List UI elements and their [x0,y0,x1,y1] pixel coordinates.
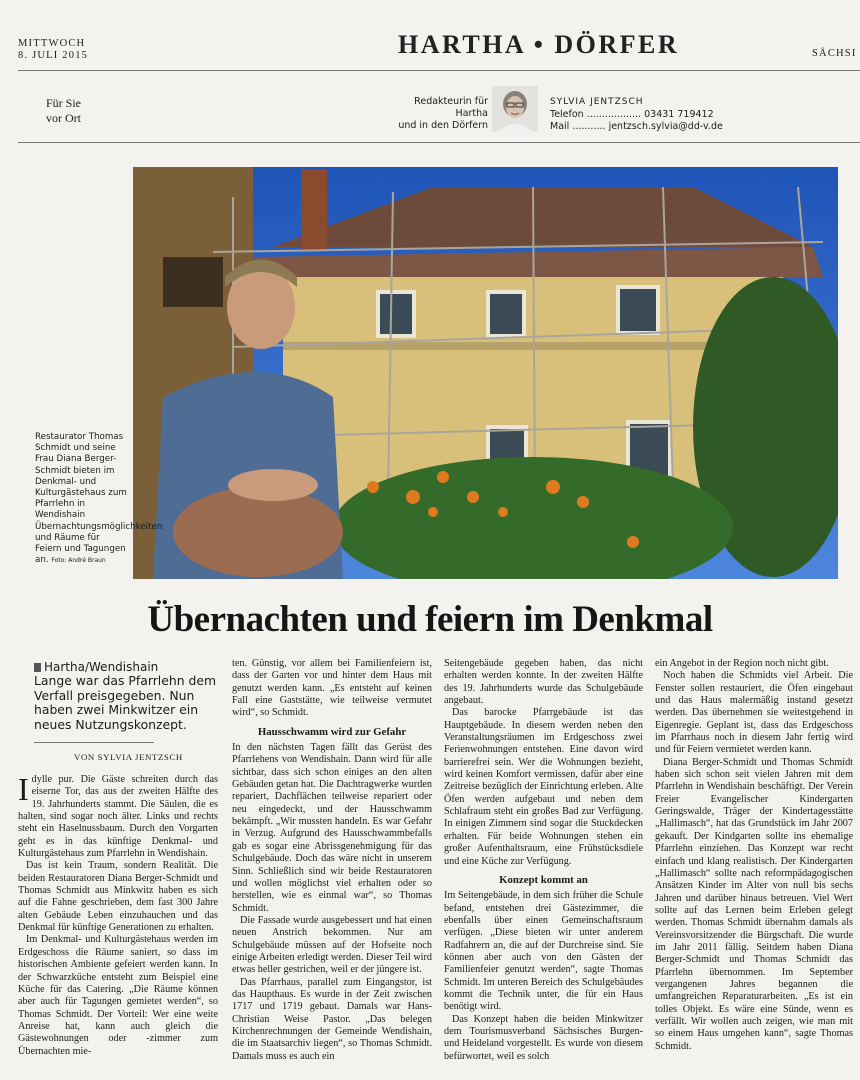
article-column-1 [18,771,218,1058]
subheading: Hausschwamm wird zur Gefahr [257,725,407,738]
paragraph-text: dylle pur. Die Gäste schreiten durch das eiserne Tor, das aus der zweiten Hälfte des 19. Jahrhunderts stammt. Die Säulen, die es halten, sind sogar noch älter. Links und rechts steht ein Haselnussbaum. Durch den Vorgarten geht es in das künftige Denkmal- und Kulturgästehaus zum Pfarrlehn in Wendishain. [18,774,218,860]
lead-rule [34,742,154,743]
editor-portrait [492,86,538,132]
paragraph: ten. Günstig, vor allem bei Familienfeiern ist, dass der Garten vor und hinter dem Haus mit genutzt werden kann. „Es entsteht auf keinen Fall eine Gaststätte, wie teilweise vermutet wird“, so Schmidt. [232,658,432,719]
for-you-label [46,96,81,126]
for-you-line2: vor Ort [46,111,81,125]
issue-date [18,38,88,62]
caption-text: Restaurator Thomas Schmidt und seine Frau Diana Berger-Schmidt bieten im Denkmal- und Kulturgästehaus zum Pfarrlehn in Wendishain Übernachtungsmöglichkeiten und Räume für Feiern und Tagungen an. [35,432,163,566]
for-you-line1: Für Sie [46,96,82,110]
paragraph: In den nächsten Tagen fällt das Gerüst des Pfarrlehens von Wendishain. Dann wird für alle sichtbar, dass sich schon einiges an den alten Gebäuden getan hat. Die Dachtragwerke wurden repariert, Dachflächen teilweise repariert oder neu eingedeckt, und der Hausschwamm bekämpft. „Wir mussten handeln. Es war Gefahr in Verzug. Aufgrund des Hausschwammbefalls gab es sogar eine Abrissgenehmigung für das Schulgebäude. Doch das wäre nicht in unserem Sinn. Schließlich sind wir beide Restauratoren und wollen möglichst viel erhalten oder so herstellen, wie es einmal war“, so Thomas Schmidt. [232,742,432,914]
paragraph: Das barocke Pfarrgebäude ist das Hauptgebäude. In diesem werden neben den Veranstaltungsräumen im Erdgeschoss zwei Ferienwohnungen entstehen. Eine davon wird barrierefrei sein. Wer die Wohnungen bezieht, wird keinen Komfort vermissen, dafür aber eine Zeitreise bezüglich der Einrichtung erleben. Alte Öfen werden aufgebaut und neben dem Schlafraum steht ein großes Bad zur Verfügung. In einigen Zimmern sind sogar die Stuckdecken erhalten. Für beide Wohnungen stehen ein großer Aufenthaltsraum, eine Frühstücksdiele und eine Küche zur Verfügung. [444,707,643,867]
teaser-text: Lange war das Pfarrlehn dem Verfall preisgegeben. Nun haben zwei Minkwitzer ein neues Nutzungskonzept. [34,673,217,732]
article-photo [133,167,838,579]
paragraph: ein Angebot in der Region noch nicht gibt. [655,658,829,669]
paragraph: Im Denkmal- und Kulturgästehaus werden im Erdgeschoss die Räume saniert, so dass im historischen Ambiente gefeiert werden kann. In der Schwarzküche entsteht zum Beispiel eine Küche für das Catering. „Die Räume können aber auch für Tagungen gemietet werden“, so Thomas Schmidt. Der Vorteil: Wer eine weite Anreise hat, kann auch gleich die Gästewohnungen oder -zimmer zum Übernachten mie- [18,934,218,1057]
paragraph: Das ist kein Traum, sondern Realität. Die beiden Restauratoren Diana Berger-Schmidt und Thomas Schmidt aus Minkwitz haben es sich auf die Fahne geschrieben, dem fast 300 Jahre alten Gebäude Leben einzuhauchen und das Denkmal für künftige Generationen zu erhalten. [18,860,218,934]
paragraph: Im Seitengebäude, in dem sich früher die Schule befand, entstehen drei Gästezimmer, die ebenfalls über einen Gemeinschaftsraum verfügen. „Diese bieten wir unter anderem Radfahrern an, die auf der Durchreise sind. Sie können aber auch von den Gästen der Familienfeier genutzt werden“, sagte Thomas Schmidt. Im unteren Bereich des Schulgebäudes kommt die Technik unter, die für ein Haus benötigt wird. [444,890,643,1013]
mail-line [550,121,723,134]
article-lead [34,660,224,753]
editor-role-line1: Redakteurin für Hartha [414,96,488,119]
paragraph: Das Pfarrhaus, parallel zum Eingangstor, ist das Haupthaus. Es wurde in der Zeit zwischen 1717 und 1719 gebaut. Damals war Hans-Christian Weise Pastor. „Das belegen Kirchenrechnungen der Gemeinde Wendishain, die im Staatsarchiv liegen“, so Thomas Schmidt. Damals muss es auch ein [232,976,432,1062]
region-label: SÄCHSI [812,48,857,59]
drop-cap: I [18,771,29,807]
paragraph: Noch haben die Schmidts viel Arbeit. Die Fenster sollen restauriert, die Öfen eingebaut und das Haus malermäßig instand gesetzt werden. Das übernehmen sie weitestgehend in Eigenregie. Geplant ist, dass das Erdgeschoss im Pfarrhaus noch in diesem Jahr fertig wird und für Feiern vermietet werden kann. [655,670,853,756]
header-bottom-rule [18,142,860,143]
photo-caption [35,432,163,566]
top-rule [18,70,860,71]
paragraph: Die Fassade wurde ausgebessert und hat einen neuen Anstrich bekommen. Nur am Schulgebäude müssen auf der Hofseite noch einige Arbeiten erledigt werden. Dieser Teil wird etwas heller gestrichen, weil er der jüngere ist. [232,914,432,976]
editor-role-line2: und in den Dörfern [398,120,488,131]
mail-label: Mail ........... [550,121,606,132]
paragraph: Das Konzept haben die beiden Minkwitzer dem Tourismusverband Sächsisches Burgen- und Heideland vorgestellt. Es wurde von diesem befürwortet, weil es solch [444,1013,643,1062]
phone-label: Telefon .................. [550,108,642,120]
editor-name: SYLVIA JENTZSCH [550,97,644,107]
paragraph: Diana Berger-Schmidt und Thomas Schmidt haben sich schon seit vielen Jahren mit dem Pfarrlehn in Wendishain beschäftigt. Der Verein Freier Evangelischer Kindergarten Geringswalde, Träger der Kindertagesstätte „Hallimasch“, hat das Grundstück im Jahr 2007 gekauft. Der Kindgarten sollte ins ehemalige Pfarrlehn einziehen. Das Konzept war recht einfach und klang realistisch. Der Kindergarten „Hallimasch“ sollte nach reformpädagogischen Ansätzen Kinder im Alter von null bis sechs Jahren und darüber hinaus betreuen. Viel Wert sollte auf das Lernen beim Erleben gelegt werden. Thomas Schmidt übernahm damals als Vereinsvorsitzender die Bürgschaft. Die wurde im Jahr 2011 fällig. Seitdem haben Diana Berger-Schmidt und Thomas Schmidt das Pfarrlehn übernommen. Im September vergangenen Jahres begannen die umfangreichen Reparaturarbeiten. „Es ist ein tolles Objekt. Es wäre eine Sünde, wenn es verfällt. Wir wollen auch zeigen, wie man mit so einem Haus umgehen kann“, sagte Thomas Schmidt. [655,756,853,1052]
mail-address: jentzsch.sylvia@dd-v.de [608,121,723,132]
paragraph [18,771,218,860]
article-column-4 [655,658,853,1053]
article-headline: Übernachten und feiern im Denkmal [147,599,713,640]
dateline [34,660,224,674]
byline: VON SYLVIA JENTZSCH [74,752,183,762]
phone-number: 03431 719412 [644,108,714,120]
date: 8. JULI 2015 [18,50,89,61]
dateline-location: Hartha/Wendishain [44,660,159,674]
photo-credit: Foto: André Braun [51,557,106,565]
article-column-3 [444,658,643,1063]
dateline-marker [34,663,41,672]
subheading: Konzept kommt an [499,873,588,886]
editor-role [380,96,488,132]
paragraph: Seitengebäude gegeben haben, das nicht erhalten werden konnte. In der zweiten Hälfte des 19. Jahrhunderts wurde das Schulgebäude angebaut. [444,658,643,707]
article-column-2 [232,658,432,1063]
editor-contact [550,96,723,134]
section-title: HARTHA • DÖRFER [398,30,680,59]
masthead [0,0,860,140]
weekday: MITTWOCH [18,38,86,49]
phone-line [550,109,723,122]
